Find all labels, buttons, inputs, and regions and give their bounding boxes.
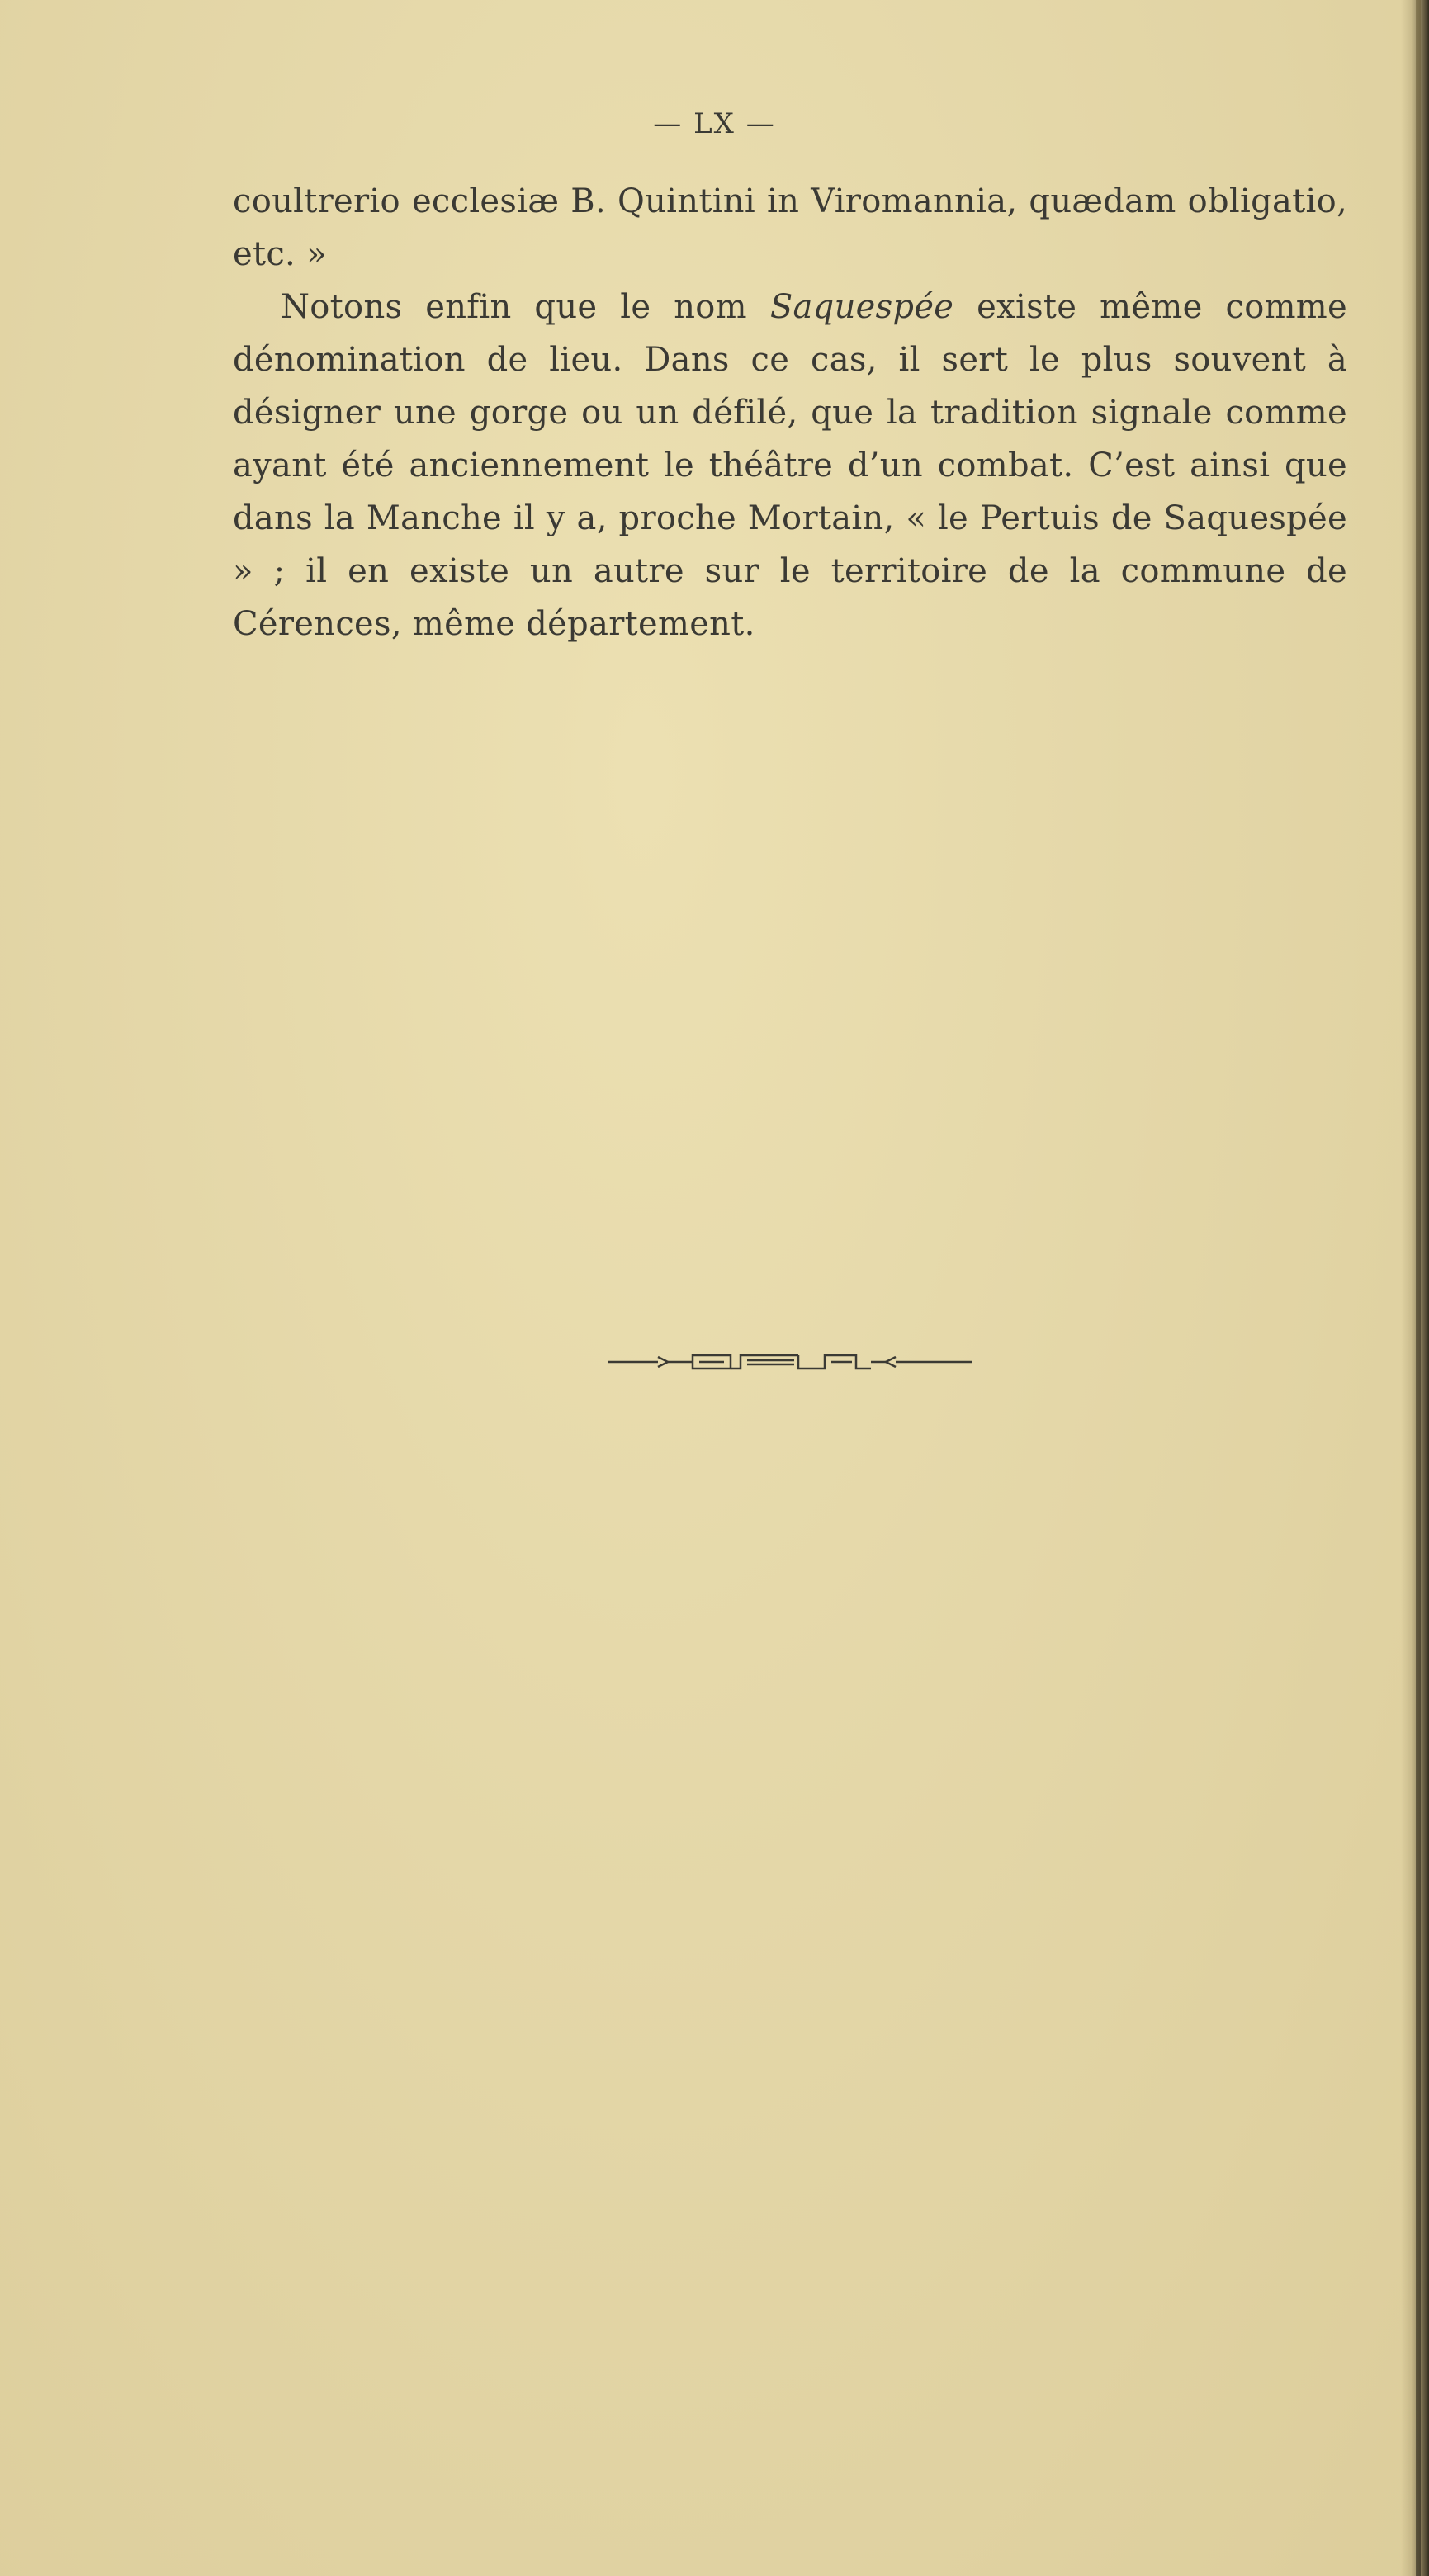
tailpiece-ornament-icon <box>608 1345 972 1378</box>
running-head: — LX — <box>653 107 776 140</box>
paragraph-2 <box>233 281 1347 650</box>
page-edge-binding <box>1416 0 1421 2576</box>
paragraph-1: coultrerio ecclesiæ B. Quintini in Viromannia, quædam obligatio, etc. » <box>233 182 1347 273</box>
paragraph-2-start: Notons enfin que le nom <box>281 288 770 326</box>
place-name-italic: Saquespée <box>769 288 954 326</box>
page-edge-shadow <box>1401 0 1429 2576</box>
body-text <box>233 175 1347 650</box>
paragraph-2-rest: existe même comme dénomination de lieu. Dans ce cas, il sert le plus souvent à désigner une gorge ou un défilé, que la tradition signale comme ayant été anciennement le théâtre d’un combat. C’est ainsi que dans la Manche il y a, proche Mortain, « le Pertuis de Saquespée » ; il en existe un autre sur le territoire de la commune de Cérences, même département. <box>233 288 1348 643</box>
